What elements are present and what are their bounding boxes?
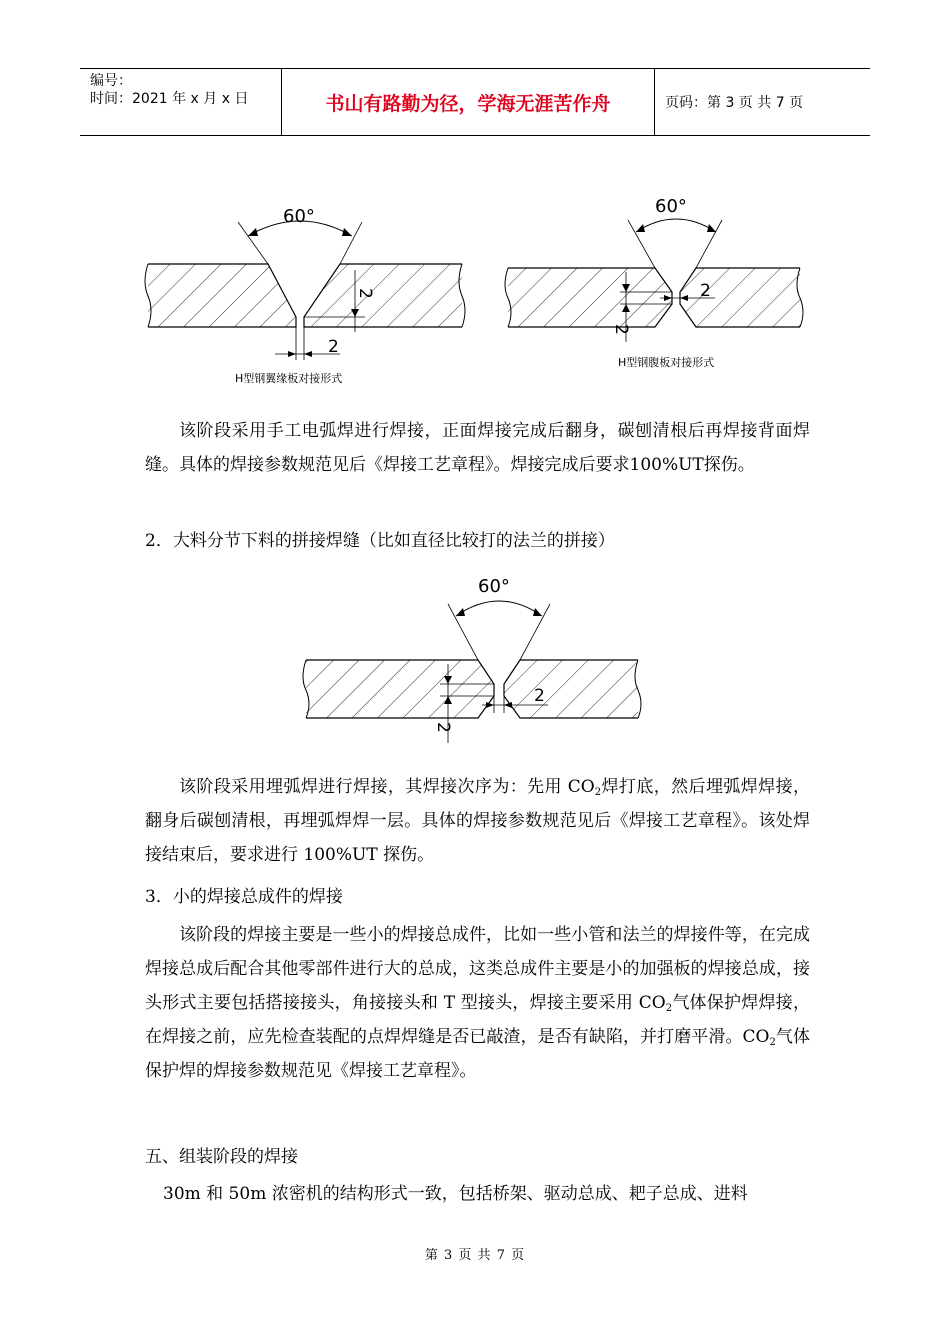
fig1-angle-label: 60° [283, 206, 315, 227]
figure-flange-splice-joint [298, 568, 648, 748]
fig1-dim-gap: 2 [328, 337, 339, 357]
page-header [80, 68, 870, 136]
p3-text-b: 气体保护焊焊接，在焊接之前，应先检查装配的点焊焊缝是否已敲渣，是否有缺陷，并打磨平滑。CO [145, 993, 810, 1047]
p2-subscript: 2 [594, 787, 602, 798]
p3-subscript-1: 2 [665, 1003, 673, 1014]
fig2-angle-label: 60° [655, 196, 687, 217]
header-motto: 书山有路勤为径，学海无涯苦作舟 [282, 69, 655, 135]
figure-web-butt-joint [500, 192, 810, 382]
p3-text-c: 气体保护焊的焊接参数规范见《焊接工艺章程》。 [145, 1027, 811, 1081]
fig3-angle-label: 60° [478, 576, 510, 597]
section-heading-5: 五、组装阶段的焊接 [145, 1147, 298, 1167]
code-label: 编号： [90, 73, 132, 89]
fig2-dim-gap: 2 [700, 281, 711, 301]
header-page-info: 页码：第 3 页 共 7 页 [665, 95, 804, 111]
figure-flange-butt-joint [140, 192, 470, 392]
page-footer: 第 3 页 共 7 页 [424, 1248, 526, 1263]
fig2-dim-vertical: 2 [611, 324, 631, 335]
time-label: 时间：2021 年 x 月 x 日 [90, 91, 249, 107]
paragraph-2 [145, 770, 810, 872]
section-heading-2: 2．大料分节下料的拼接焊缝（比如直径比较打的法兰的拼接） [145, 531, 615, 551]
paragraph-5: 30m 和 50m 浓密机的结构形式一致，包括桥架、驱动总成、耙子总成、进料 [163, 1184, 748, 1204]
fig1-dim-vertical: 2 [355, 288, 375, 299]
paragraph-1: 该阶段采用手工电弧焊进行焊接，正面焊接完成后翻身，碳刨清根后再焊接背面焊缝。具体的焊接参数规范见后《焊接工艺章程》。焊接完成后要求100%UT探伤。 [145, 421, 810, 475]
p2-text-a: 该阶段采用埋弧焊进行焊接，其焊接次序为：先用 CO [179, 777, 595, 797]
fig3-dim-gap: 2 [534, 686, 545, 706]
p3-subscript-2: 2 [769, 1037, 776, 1048]
header-meta [80, 69, 282, 135]
fig1-caption: H型钢翼缘板对接形式 [235, 372, 343, 385]
p2-text-b: 焊打底，然后埋弧焊焊接，翻身后碳刨清根，再埋弧焊焊一层。具体的焊接参数规范见后《焊接工艺章程》。该处焊接结束后，要求进行 100%UT 探伤。 [145, 777, 811, 865]
section-heading-3: 3．小的焊接总成件的焊接 [145, 887, 343, 907]
paragraph-3 [145, 918, 810, 1088]
fig3-dim-vertical: 2 [433, 722, 453, 733]
fig2-caption: H型钢腹板对接形式 [618, 356, 715, 369]
p3-text-a: 该阶段的焊接主要是一些小的焊接总成件，比如一些小管和法兰的焊接件等，在完成焊接总成后配合其他零部件进行大的总成，这类总成件主要是小的加强板的焊接总成，接头形式主要包括搭接接头，角接接头和 T 型接头，焊接主要采用 CO [145, 925, 810, 1013]
